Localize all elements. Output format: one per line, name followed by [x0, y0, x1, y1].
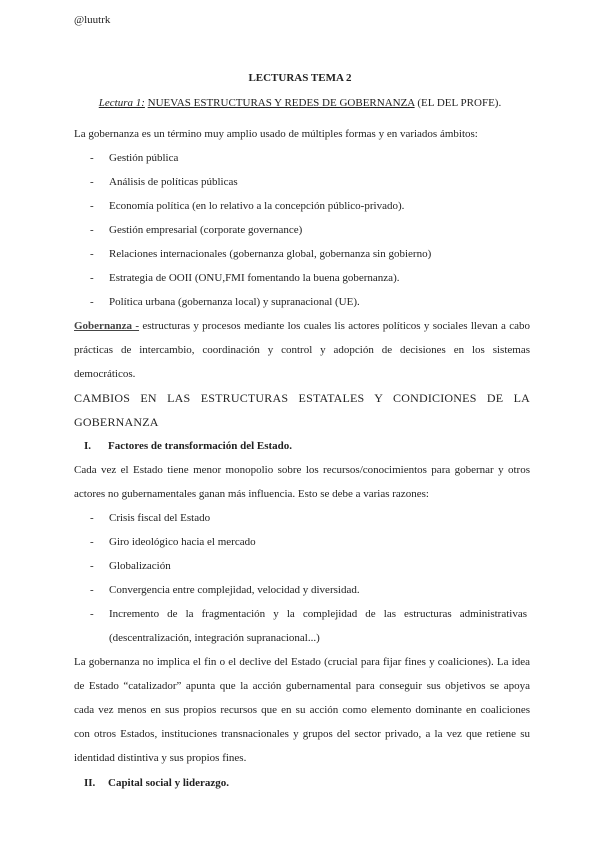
list-item: -	[90, 176, 94, 188]
paragraph-line: con otros Estados, instituciones transnacionales y grupos del sector privado, a la vez que retiene su	[74, 728, 530, 740]
document-title: LECTURAS TEMA 2	[248, 72, 352, 84]
section-title-text: Factores de transformación del Estado.	[108, 440, 293, 452]
list-item-text: Análisis de políticas públicas	[109, 176, 238, 188]
list-item: -	[90, 224, 94, 236]
definition-text: estructuras y procesos mediante los cuales lis actores políticos y sociales llevan a cabo	[139, 320, 530, 332]
author-handle: @luutrk	[74, 14, 111, 26]
list-item: -	[90, 272, 94, 284]
list-item-text: Gestión empresarial (corporate governance)	[109, 224, 303, 236]
list-item: -	[90, 560, 94, 572]
list-item-text: Economía política (en lo relativo a la concepción público-privado).	[109, 200, 405, 212]
definition-line: democráticos.	[74, 368, 136, 380]
paragraph-line: actores no gubernamentales ganan más influencia. Esto se debe a varias razones:	[74, 488, 429, 500]
section-title	[84, 777, 229, 789]
list-item: -	[90, 296, 94, 308]
section-number: I.	[84, 440, 92, 452]
paragraph-line: cada vez menos en sus propios recursos que en su acción como elemento dominante en coaliciones	[74, 704, 530, 716]
list-item-text: Estrategia de OOII (ONU,FMI fomentando la buena gobernanza).	[109, 272, 400, 284]
intro-text: La gobernanza es un término muy amplio usado de múltiples formas y en variados ámbitos:	[74, 128, 478, 140]
list-item: -	[90, 200, 94, 212]
list-item: -	[90, 248, 94, 260]
reading-note: (EL DEL PROFE).	[417, 97, 502, 109]
list-item-text: Relaciones internacionales (gobernanza global, gobernanza sin gobierno)	[109, 248, 432, 260]
definition-line	[74, 320, 530, 332]
paragraph-line: de Estado “catalizador” apunta que la acción gubernamental para conseguir sus objetivos se apoya	[74, 680, 530, 692]
section-heading: CAMBIOS EN LAS ESTRUCTURAS ESTATALES Y CONDICIONES DE LA	[74, 391, 530, 405]
reading-title: NUEVAS ESTRUCTURAS Y REDES DE GOBERNANZA	[147, 97, 415, 109]
list-item-text: Giro ideológico hacia el mercado	[109, 536, 256, 548]
definition-term: Gobernanza -	[74, 320, 140, 332]
list-item-text: Gestión pública	[109, 152, 179, 164]
list-item: -	[90, 608, 94, 620]
list-item-text: Convergencia entre complejidad, velocidad y diversidad.	[109, 584, 360, 596]
list-item: -	[90, 152, 94, 164]
list-item-text: Globalización	[109, 560, 171, 572]
list-item-text: Política urbana (gobernanza local) y supranacional (UE).	[109, 296, 360, 308]
list-item: -	[90, 512, 94, 524]
list-item-text: Crisis fiscal del Estado	[109, 512, 211, 524]
list-item-text-cont: (descentralización, integración supranacional...)	[109, 632, 320, 644]
reading-subtitle	[0, 97, 600, 109]
section-number: II.	[84, 777, 96, 789]
paragraph-line: Cada vez el Estado tiene menor monopolio sobre los recursos/conocimientos para gobernar y otros	[74, 464, 530, 476]
paragraph-line: La gobernanza no implica el fin o el declive del Estado (crucial para fijar fines y coaliciones). La idea	[74, 656, 530, 668]
section-heading-cont: GOBERNANZA	[74, 415, 159, 429]
section-title-text: Capital social y liderazgo.	[108, 777, 229, 789]
paragraph-line: identidad distintiva y sus propios fines.	[74, 752, 247, 764]
list-item: -	[90, 584, 94, 596]
list-item-text: Incremento de la fragmentación y la complejidad de las estructuras administrativas	[109, 608, 527, 620]
definition-line: prácticas de intercambio, coordinación y control y adopción de decisiones en los sistemas	[74, 344, 530, 356]
section-title	[84, 440, 292, 452]
reading-label: Lectura 1:	[98, 97, 145, 109]
list-item: -	[90, 536, 94, 548]
